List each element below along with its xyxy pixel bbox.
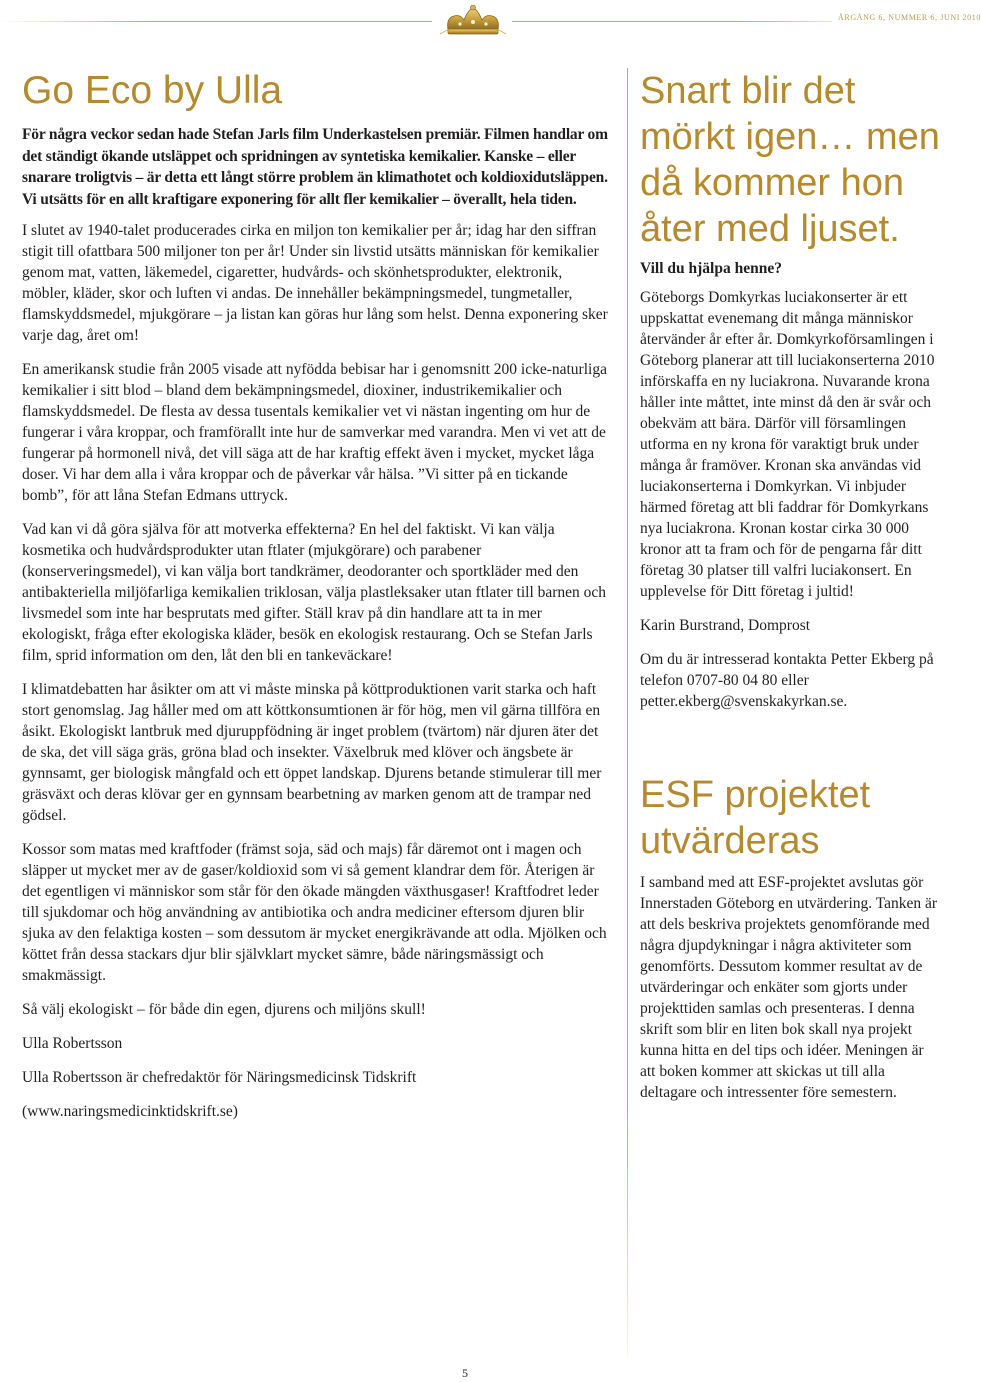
esf-body: I samband med att ESF-projektet avslutas gör Innerstaden Göteborg en utvärdering. Tanken är att dels beskriva projektets genomförande med några djupdykningar i några aktiviteter som genomförts. Dessutom kommer resultat av de utvärderingar och enkäter som gjorts under projekttiden samlas och presenteras. I denna skrift som blir en liten bok skall nya projekt kunna hitta en del tips och idéer. Meningen är att boken kommer att skickas ut till alla deltagare och intressenter före semestern. xyxy=(640,874,938,1101)
article-author: Ulla Robertsson xyxy=(22,1035,123,1052)
article-title: Go Eco by Ulla xyxy=(22,69,283,112)
main-article xyxy=(22,68,610,1135)
article-paragraph: I slutet av 1940-talet producerades cirka en miljon ton kemikalier per år; idag har den siffran stigit till ofattbara 500 miljoner ton per år! Under sin livstid utsätts människan för kemikalier genom mat, vatten, läkemedel, cigaretter, hudvårds- och skönhetsprodukter, elektronik, möbler, kläder, skor och luften vi andas. De innehåller bekämpningsmedel, tungmetaller, flamskyddsmedel, mjukgörare – ja listan kan göras hur lång som helst. Denna exponering sker varje dag, året om! xyxy=(22,222,608,344)
esf-title: ESF projektet utvärderas xyxy=(640,774,871,862)
sidebar xyxy=(640,68,940,1116)
issue-info: ÅRGÅNG 6, NUMMER 6, JUNI 2010 xyxy=(838,13,981,22)
lucia-paragraph: Göteborgs Domkyrkas luciakonserter är ett uppskattat evenemang dit många människor återvänder år efter år. Domkyrkoförsamlingen i Göteborg planerar att till luciakonserterna 2010 införskaffa en ny luciakrona. Nuvarande krona håller inte måttet, inte minst då den är svår och obekväm att bära. Därför vill församlingen utforma en ny krona för varaktigt bruk under många år framöver. Kronan ska användas vid luciakonserterna i Domkyrkan. Vi inbjuder härmed företag att bli faddrar för Domkyrkans nya luciakrona. Kronan kostar cirka 30 000 kronor att ta fram och för de pengarna får ditt företag 30 platser till valfri luciakonsert. En upplevelse för Ditt företag i jultid! xyxy=(640,289,935,600)
page-number: 5 xyxy=(462,1366,468,1380)
lucia-title: Snart blir det mörkt igen… men då kommer hon åter med ljuset. xyxy=(640,70,940,250)
header-rule-right xyxy=(512,21,832,22)
article-paragraph: Vad kan vi då göra själva för att motverka effekterna? En hel del faktiskt. Vi kan välja kosmetika och hudvårdsprodukter utan ftlater (mjukgörare) och parabener (konserveringsmedel), vi kan välja bort tandkrämer, deodoranter och sportkläder med den antibakteriella miljöfarliga kemikalien triklosan, välja plastleksaker utan ftlater till barnen och livsmedel som inte har besprutats med gifter. Ställ krav på din handlare att ta in mer ekologiskt, fråga efter ekologiska kläder, besök en ekologisk restaurang. Och se Stefan Jarls film, sprid information om den, låt den bli en tankeväckare! xyxy=(22,521,607,664)
article-lead: För några veckor sedan hade Stefan Jarls film Underkastelsen premiär. Filmen handlar om det ständigt ökande utsläppet och spridningen av syntetiska kemikalier. Kanske – eller snarare troligtvis – är detta ett långt större problem än klimathotet och koldioxidutsläppen. Vi utsätts för en allt kraftigare exponering för allt fler kemikalier – överallt, hela tiden. xyxy=(22,126,608,208)
article-paragraph: Så välj ekologiskt – för både din egen, djurens och miljöns skull! xyxy=(22,1001,426,1018)
header-rule-left xyxy=(0,21,432,22)
crown-icon xyxy=(440,4,506,38)
lucia-question: Vill du hjälpa henne? xyxy=(640,260,782,277)
article-paragraph: Kossor som matas med kraftfoder (främst soja, säd och majs) får däremot ont i magen och släpper ut mycket mer av de gaser/koldioxid som vi så gement klandrar dem för. Återigen är det egentligen vi människor som står för den ökade mängden växthusgaser! Kraftfodret leder till sjukdomar och hög användning av antibiotika och andra mediciner eftersom djuren blir sjuka av den felaktiga kosten – som dessutom är mycket energikrävande att odla. Mjölken och köttet från dessa stackars djur blir självklart mycket sämre, både näringsmässigt och smakmässigt. xyxy=(22,841,607,984)
article-paragraph: En amerikansk studie från 2005 visade att nyfödda bebisar har i genomsnitt 200 icke-naturliga kemikalier i sitt blod – bland dem bekämpningsmedel, dioxiner, industrikemikalier och flamskyddsmedel. De flesta av dessa tusentals kemikalier vet vi nästan ingenting om hur de fungerar i våra kroppar, och framförallt inte hur de samverkar med varandra. Men vi vet att de fungerar på hormonell nivå, det vill säga att de har kraftig effekt även i mycket, mycket låga doser. Vi har dem alla i våra kroppar och de påverkar vår hälsa. ”Vi sitter på en tickande bomb”, för att låna Stefan Edmans uttryck. xyxy=(22,361,607,504)
article-website: (www.naringsmedicinktidskrift.se) xyxy=(22,1103,238,1120)
lucia-signature: Karin Burstrand, Domprost xyxy=(640,617,811,634)
article-paragraph: I klimatdebatten har åsikter om att vi måste minska på köttproduktionen varit starka och haft stort genomslag. Jag håller med om att köttkonsumtionen är för hög, men vil gärna tillföra en åsikt. Ekologiskt lantbruk med djuruppfödning är inget problem (tvärtom) när djuren äter det de ska, det vill säga gräs, gröna blad och insekter. Växelbruk med klöver och ängsbete är gynnsamt, ger biologisk mångfald och ett öppet landskap. Djurens betande stimulerar till mer gräsväxt och deras klövar ger en gynnsam bearbetning av marken genom att de trampar ned gödsel. xyxy=(22,681,602,824)
lucia-contact: Om du är intresserad kontakta Petter Ekberg på telefon 0707-80 04 80 eller petter.ekberg@svenskakyrkan.se. xyxy=(640,651,934,710)
article-author-bio: Ulla Robertsson är chefredaktör för Näringsmedicinsk Tidskrift xyxy=(22,1069,417,1086)
column-divider xyxy=(627,68,628,1358)
